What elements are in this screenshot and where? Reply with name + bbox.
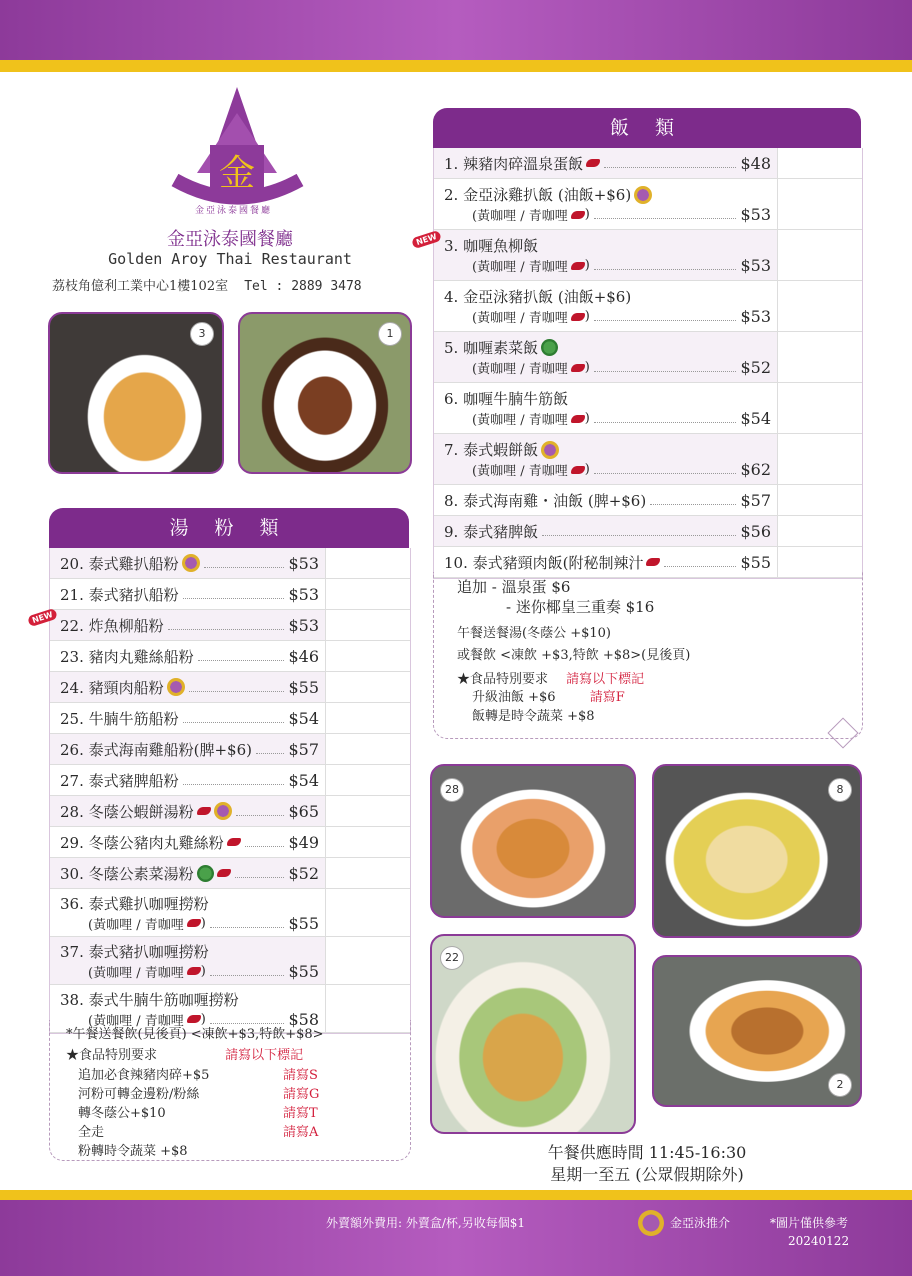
option-label: 全走 [78, 1125, 105, 1140]
menu-item-price: $55 [740, 552, 771, 572]
recommend-icon [541, 441, 559, 459]
chili-icon [571, 313, 585, 321]
menu-item-row [50, 765, 410, 796]
menu-item-row [50, 579, 410, 610]
paren-close: ) [584, 207, 590, 222]
menu-item-curry-options [444, 307, 777, 326]
menu-item-blank-cell [777, 230, 862, 280]
rice-add-coconut: - 迷你椰皇三重奏 $16 [506, 598, 655, 616]
dot-leader [594, 320, 737, 321]
menu-item-name: 28. 冬蔭公蝦餅湯粉 [60, 802, 194, 821]
dot-leader [604, 167, 736, 168]
menu-item-line [444, 388, 777, 409]
menu-item-cell [50, 889, 325, 936]
curry-option-text: (黃咖哩 / 青咖哩 [472, 413, 568, 428]
dot-leader [664, 566, 736, 567]
menu-item-row [434, 516, 862, 547]
noodle-option-g-code: 請寫G [283, 1087, 320, 1102]
menu-item-price: $53 [740, 205, 771, 224]
menu-item-blank-cell [325, 858, 410, 888]
noodle-option-a [78, 1123, 104, 1142]
dot-leader [183, 784, 285, 785]
menu-item-row [50, 937, 410, 985]
svg-text:金: 金 [218, 153, 256, 194]
menu-item-line [444, 521, 777, 542]
menu-item-line [60, 584, 325, 605]
restaurant-name-zh: 金亞泳泰國餐廳 [167, 229, 293, 250]
menu-item-blank-cell [325, 827, 410, 857]
menu-item-price: $54 [288, 708, 319, 728]
footer-banner [0, 1200, 912, 1276]
menu-item-name: 29. 冬蔭公豬肉丸雞絲粉 [60, 833, 224, 852]
menu-item-line [60, 832, 325, 853]
address-text: 荔枝角億利工業中心1樓102室 [52, 279, 229, 294]
chili-icon [217, 869, 231, 877]
menu-item-price: $52 [740, 358, 771, 377]
lunch-days: 星期一至五 (公眾假期除外) [550, 1165, 744, 1184]
noodle-option-s-code: 請寫S [283, 1068, 318, 1083]
menu-item-line [444, 153, 777, 174]
menu-item-blank-cell [325, 610, 410, 640]
chili-icon [586, 159, 600, 167]
menu-item-line [60, 989, 325, 1010]
menu-item-row [50, 641, 410, 672]
menu-item-row [50, 889, 410, 937]
dot-leader [650, 504, 736, 505]
noodle-option-t [78, 1104, 166, 1123]
menu-item-blank-cell [325, 889, 410, 936]
menu-item-blank-cell [777, 383, 862, 433]
noodle-option-a-code: 請寫A [283, 1125, 319, 1140]
menu-item-name: 20. 泰式雞扒船粉 [60, 554, 179, 573]
noodle-option-s [78, 1066, 209, 1085]
noodle-menu-table [31, 548, 411, 1034]
menu-item-price: $57 [740, 490, 771, 510]
menu-item-name: 38. 泰式牛腩牛筋咖喱撈粉 [60, 990, 239, 1009]
oil-upgrade-label: 升級油飯 +$6 [472, 690, 556, 705]
vegetarian-icon [541, 339, 558, 356]
menu-item-line [444, 439, 777, 460]
menu-item-price: $58 [288, 1009, 319, 1029]
menu-item-line [60, 739, 325, 760]
menu-item-blank-cell [325, 734, 410, 764]
restaurant-address [52, 275, 362, 294]
rice-soup-note: 午餐送餐湯(冬蔭公 +$10) [457, 626, 611, 641]
rice-oil-note [472, 688, 625, 707]
dot-leader [198, 660, 285, 661]
chili-icon [197, 807, 211, 815]
noodle-menu-header: 湯 粉 類 [49, 508, 409, 548]
menu-item-curry-options [60, 962, 325, 981]
menu-item-price: $52 [288, 863, 319, 883]
dot-leader [256, 753, 284, 754]
special-code-label: 請寫以下標記 [225, 1048, 304, 1063]
photo-number-badge: 2 [828, 1073, 852, 1097]
photo-minced-pork-rice [238, 312, 412, 474]
special-label: ★食品特別要求 [66, 1048, 158, 1063]
rice-menu-table [415, 148, 863, 579]
menu-item-name: 22. 炸魚柳船粉 [60, 616, 164, 635]
chili-icon [571, 262, 585, 270]
menu-item-row [434, 434, 862, 485]
curry-option-text: (黃咖哩 / 青咖哩 [472, 311, 568, 326]
menu-item-line [60, 893, 325, 914]
chili-icon [571, 364, 585, 372]
bottom-gold-stripe [0, 1190, 912, 1200]
menu-item-name: 3. 咖喱魚柳飯 [444, 237, 539, 255]
menu-item-blank-cell [325, 796, 410, 826]
menu-item-line [60, 646, 325, 667]
rice-add-egg: 追加 - 溫泉蛋 $6 [457, 578, 571, 596]
curry-option-text: (黃咖哩 / 青咖哩 [88, 965, 184, 981]
menu-item-curry-options [444, 460, 777, 479]
vegetarian-icon [197, 865, 214, 882]
menu-item-price: $46 [288, 646, 319, 666]
menu-item-line [60, 677, 325, 698]
chili-icon [646, 558, 660, 566]
menu-item-cell [50, 827, 325, 857]
menu-item-line [444, 337, 777, 358]
menu-item-blank-cell [325, 641, 410, 671]
menu-item-line [444, 552, 777, 573]
menu-item-name: 30. 冬蔭公素菜湯粉 [60, 864, 194, 883]
menu-item-row [50, 734, 410, 765]
recommend-icon [182, 554, 200, 572]
menu-item-cell [434, 230, 777, 280]
tel-text: Tel : 2889 3478 [244, 279, 362, 294]
menu-item-name: 24. 豬頸肉船粉 [60, 678, 164, 697]
curry-option-text: (黃咖哩 / 青咖哩 [472, 209, 568, 224]
menu-item-row [50, 858, 410, 889]
menu-item-name: 26. 泰式海南雞船粉(脾+$6) [60, 740, 252, 759]
recommend-icon [638, 1210, 664, 1236]
menu-item-name: 2. 金亞泳雞扒飯 (油飯+$6) [444, 186, 632, 204]
menu-item-cell [50, 672, 325, 702]
menu-item-line [444, 490, 777, 511]
dot-leader [594, 422, 737, 423]
chili-icon [571, 466, 585, 474]
menu-item-cell [434, 434, 777, 484]
menu-item-price: $49 [288, 832, 319, 852]
menu-item-name: 36. 泰式雞扒咖喱撈粉 [60, 894, 209, 913]
top-gold-stripe [0, 60, 912, 72]
menu-item-blank-cell [777, 516, 862, 546]
noodle-veg-note: 粉轉時令蔬菜 +$8 [78, 1144, 188, 1159]
menu-item-price: $54 [288, 770, 319, 790]
chili-icon [571, 415, 585, 423]
menu-item-name: 5. 咖喱素菜飯 [444, 339, 539, 357]
curry-option-text: (黃咖哩 / 青咖哩 [472, 362, 568, 377]
dot-leader [235, 877, 285, 878]
menu-item-blank-cell [325, 937, 410, 984]
photo-shrimp-cake-noodle [430, 764, 636, 918]
rice-special-note [457, 670, 644, 689]
menu-item-name: 1. 辣豬肉碎溫泉蛋飯 [444, 154, 584, 173]
photo-number-badge: 1 [378, 322, 402, 346]
menu-item-price: $53 [288, 553, 319, 573]
menu-item-curry-options [444, 409, 777, 428]
menu-item-price: $55 [288, 677, 319, 697]
option-label: 轉冬蔭公+$10 [78, 1106, 166, 1121]
menu-item-blank-cell [777, 434, 862, 484]
rice-drink-note: 或餐飲 <凍飲 +$3,特飲 +$8>(見後頁) [457, 648, 691, 663]
menu-item-blank-cell [777, 179, 862, 229]
dot-leader [594, 269, 737, 270]
noodle-special-note [66, 1046, 303, 1065]
menu-item-name: 9. 泰式豬脾飯 [444, 522, 539, 541]
option-label: 河粉可轉金邊粉/粉絲 [78, 1087, 200, 1102]
menu-item-line [444, 286, 777, 307]
paren-close: ) [584, 309, 590, 324]
restaurant-name-en: Golden Aroy Thai Restaurant [108, 250, 352, 268]
menu-item-cell [50, 796, 325, 826]
menu-item-cell [50, 703, 325, 733]
menu-item-price: $53 [740, 307, 771, 326]
menu-item-line [60, 553, 325, 574]
dot-leader [236, 815, 285, 816]
top-banner [0, 0, 912, 60]
menu-item-curry-options [444, 358, 777, 377]
menu-item-cell [434, 332, 777, 382]
menu-item-price: $53 [288, 584, 319, 604]
dot-leader [183, 598, 285, 599]
menu-item-name: 23. 豬肉丸雞絲船粉 [60, 647, 194, 666]
menu-item-price: $54 [740, 409, 771, 428]
menu-item-row [434, 179, 862, 230]
curry-option-text: (黃咖哩 / 青咖哩 [88, 1013, 184, 1029]
chili-icon [187, 919, 201, 927]
rice-menu-header: 飯 類 [433, 108, 861, 148]
menu-item-cell [434, 383, 777, 433]
menu-item-name: 6. 咖喱牛腩牛筋飯 [444, 390, 569, 408]
menu-item-curry-options [444, 205, 777, 224]
menu-item-cell [50, 548, 325, 578]
menu-item-cell [50, 937, 325, 984]
menu-item-price: $57 [288, 739, 319, 759]
print-code: 20240122 [788, 1234, 850, 1248]
special-code-label: 請寫以下標記 [566, 672, 645, 687]
dot-leader [594, 473, 737, 474]
menu-item-blank-cell [325, 579, 410, 609]
menu-item-row [434, 281, 862, 332]
menu-item-cell [50, 579, 325, 609]
menu-item-cell [434, 281, 777, 331]
menu-item-cell [434, 148, 777, 178]
oil-code: 請寫F [589, 690, 625, 705]
rice-veg-note: 飯轉是時令蔬菜 +$8 [472, 709, 595, 724]
photo-number-badge: 3 [190, 322, 214, 346]
menu-item-blank-cell [325, 703, 410, 733]
menu-item-row [50, 672, 410, 703]
menu-item-name: 25. 牛腩牛筋船粉 [60, 709, 179, 728]
menu-item-cell [50, 765, 325, 795]
recommend-legend: 金亞泳推介 [670, 1216, 731, 1230]
menu-item-cell [434, 485, 777, 515]
menu-item-cell [50, 641, 325, 671]
photo-fish-fillet-rice [48, 312, 224, 474]
photo-number-badge: 28 [440, 778, 464, 802]
dot-leader [594, 218, 737, 219]
menu-item-row [434, 383, 862, 434]
paren-close: ) [584, 462, 590, 477]
curry-option-text: (黃咖哩 / 青咖哩 [472, 260, 568, 275]
menu-item-name: 10. 泰式豬頸肉飯(附秘制辣汁 [444, 553, 644, 572]
menu-item-blank-cell [777, 332, 862, 382]
dot-leader [189, 691, 285, 692]
noodle-drink-note: *午餐送餐飲(見後頁) <凍飲+$3,特飲+$8> [66, 1027, 324, 1042]
photo-chicken-curry-rice [652, 955, 862, 1107]
menu-item-price: $55 [288, 913, 319, 933]
menu-item-line [60, 770, 325, 791]
dot-leader [210, 927, 285, 928]
menu-item-name: 8. 泰式海南雞・油飯 (脾+$6) [444, 491, 647, 510]
menu-item-price: $53 [740, 256, 771, 275]
photo-number-badge: 22 [440, 946, 464, 970]
menu-item-line [60, 708, 325, 729]
new-badge: NEW [411, 230, 442, 249]
option-label: 追加必食辣豬肉碎+$5 [78, 1068, 210, 1083]
photo-hainan-chicken-rice [652, 764, 862, 938]
menu-item-line [444, 235, 777, 256]
dot-leader [210, 975, 285, 976]
menu-item-name: 4. 金亞泳豬扒飯 (油飯+$6) [444, 288, 632, 306]
menu-item-price: $62 [740, 460, 771, 479]
dot-leader [594, 371, 737, 372]
curry-option-text: (黃咖哩 / 青咖哩 [472, 464, 568, 479]
menu-item-price: $48 [740, 153, 771, 173]
menu-item-blank-cell [777, 281, 862, 331]
menu-item-curry-options [60, 914, 325, 933]
menu-item-cell [50, 734, 325, 764]
dot-leader [183, 722, 285, 723]
menu-item-row [434, 148, 862, 179]
menu-item-line [60, 801, 325, 822]
menu-item-name: 7. 泰式蝦餅飯 [444, 441, 539, 459]
menu-item-line [60, 863, 325, 884]
menu-item-cell [50, 610, 325, 640]
paren-close: ) [584, 360, 590, 375]
menu-item-row [50, 548, 410, 579]
menu-item-price: $56 [740, 521, 771, 541]
recommend-icon [167, 678, 185, 696]
photo-number-badge: 8 [828, 778, 852, 802]
menu-item-name: 27. 泰式豬脾船粉 [60, 771, 179, 790]
chili-icon [187, 967, 201, 975]
lunch-hours: 午餐供應時間 11:45-16:30 [547, 1143, 747, 1162]
menu-item-row [434, 332, 862, 383]
menu-item-line [444, 184, 777, 205]
takeaway-fee-note: 外賣額外費用: 外賣盒/杯,另收每個$1 [326, 1216, 525, 1230]
dot-leader [204, 567, 285, 568]
noodle-option-t-code: 請寫T [283, 1106, 318, 1121]
menu-item-price: $53 [288, 615, 319, 635]
dot-leader [542, 535, 736, 536]
menu-item-cell [434, 179, 777, 229]
chili-icon [571, 211, 585, 219]
paren-close: ) [200, 1011, 206, 1027]
paren-close: ) [200, 963, 206, 979]
menu-item-line [60, 941, 325, 962]
menu-item-curry-options [444, 256, 777, 275]
menu-item-name: 37. 泰式豬扒咖喱撈粉 [60, 942, 209, 961]
menu-item-row [50, 703, 410, 734]
special-label: ★食品特別要求 [457, 672, 549, 687]
recommend-icon [634, 186, 652, 204]
menu-item-cell [434, 516, 777, 546]
menu-item-name: 21. 泰式豬扒船粉 [60, 585, 179, 604]
menu-item-row [31, 609, 410, 641]
curry-option-text: (黃咖哩 / 青咖哩 [88, 917, 184, 933]
noodle-option-g [78, 1085, 199, 1104]
restaurant-logo [165, 85, 310, 215]
menu-item-blank-cell [325, 765, 410, 795]
paren-close: ) [584, 411, 590, 426]
logo-ribbon-text: 金亞泳泰國餐廳 [195, 206, 273, 216]
dot-leader [245, 846, 285, 847]
menu-item-row [50, 796, 410, 827]
recommend-icon [214, 802, 232, 820]
paren-close: ) [200, 915, 206, 931]
chili-icon [227, 838, 241, 846]
menu-item-row [415, 230, 862, 281]
menu-item-blank-cell [325, 548, 410, 578]
menu-item-blank-cell [325, 672, 410, 702]
paren-close: ) [584, 258, 590, 273]
menu-item-cell [50, 858, 325, 888]
photo-fish-fillet-noodle [430, 934, 636, 1134]
dot-leader [168, 629, 285, 630]
menu-item-row [434, 485, 862, 516]
menu-item-price: $55 [288, 961, 319, 981]
menu-item-blank-cell [777, 485, 862, 515]
new-badge: NEW [27, 608, 58, 627]
menu-item-line [60, 615, 325, 636]
menu-item-blank-cell [777, 148, 862, 178]
menu-item-price: $65 [288, 801, 319, 821]
menu-item-row [50, 827, 410, 858]
photo-disclaimer: *圖片僅供參考 [770, 1216, 849, 1230]
